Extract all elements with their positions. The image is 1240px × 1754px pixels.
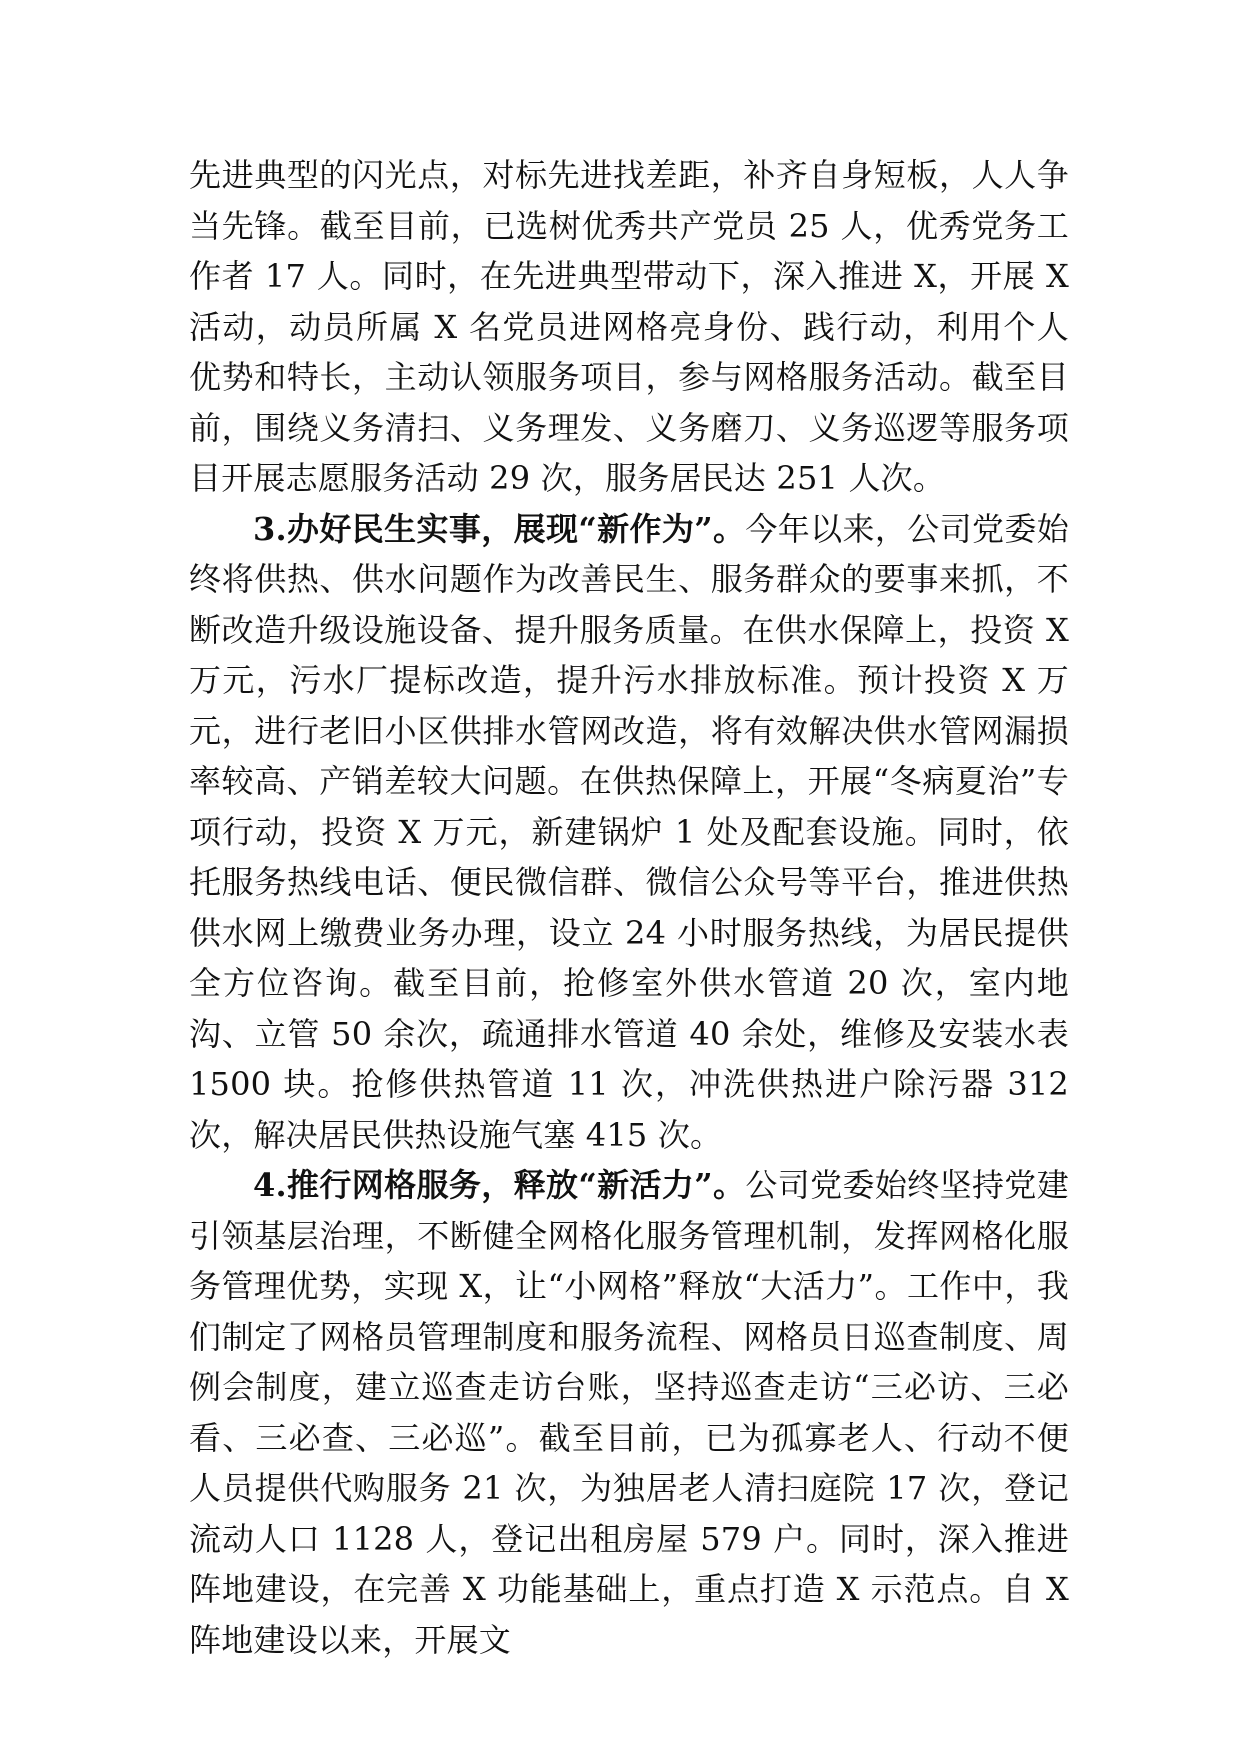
paragraph-section-3 <box>189 504 1069 1161</box>
body-text <box>189 150 1069 1665</box>
paragraph-section-4 <box>189 1160 1069 1665</box>
paragraph-text: 今年以来，公司党委始终将供热、供水问题作为改善民生、服务群众的要事来抓，不断改造升级设施设备、提升服务质量。在供水保障上，投资 X 万元，污水厂提标改造，提升污水排放标准。预计投资 X 万元，进行老旧小区供排水管网改造，将有效解决供水管网漏损率较高、产销差较大问题。在供热保障上，开展“冬病夏治”专项行动，投资 X 万元，新建锅炉 1 处及配套设施。同时，依托服务热线电话、便民微信群、微信公众号等平台，推进供热供水网上缴费业务办理，设立 24 小时服务热线，为居民提供全方位咨询。截至目前，抢修室外供水管道 20 次，室内地沟、立管 50 余次，疏通排水管道 40 余处，维修及安装水表 1500 块。抢修供热管道 11 次，冲洗供热进户除污器 312 次，解决居民供热设施气塞 415 次。 <box>189 509 1069 1154</box>
paragraph-text: 先进典型的闪光点，对标先进找差距，补齐自身短板，人人争当先锋。截至目前，已选树优秀共产党员 25 人，优秀党务工作者 17 人。同时，在先进典型带动下，深入推进 X，开展 X 活动，动员所属 X 名党员进网格亮身份、践行动，利用个人优势和特长，主动认领服务项目，参与网格服务活动。截至目前，围绕义务清扫、义务理发、义务磨刀、义务巡逻等服务项目开展志愿服务活动 29 次，服务居民达 251 人次。 <box>189 156 1069 497</box>
section-heading: 3.办好民生实事，展现“新作为”。 <box>253 509 746 548</box>
paragraph-continuation <box>189 150 1069 504</box>
section-heading: 4.推行网格服务，释放“新活力”。 <box>253 1166 746 1204</box>
paragraph-text: 公司党委始终坚持党建引领基层治理，不断健全网格化服务管理机制，发挥网格化服务管理优势，实现 X，让“小网格”释放“大活力”。工作中，我们制定了网格员管理制度和服务流程、网格员日巡查制度、周例会制度，建立巡查走访台账，坚持巡查走访“三必访、三必看、三必查、三必巡”。截至目前，已为孤寡老人、行动不便人员提供代购服务 21 次，为独居老人清扫庭院 17 次，登记流动人口 1128 人，登记出租房屋 579 户。同时，深入推进阵地建设，在完善 X 功能基础上，重点打造 X 示范点。自 X 阵地建设以来，开展文 <box>189 1166 1069 1659</box>
